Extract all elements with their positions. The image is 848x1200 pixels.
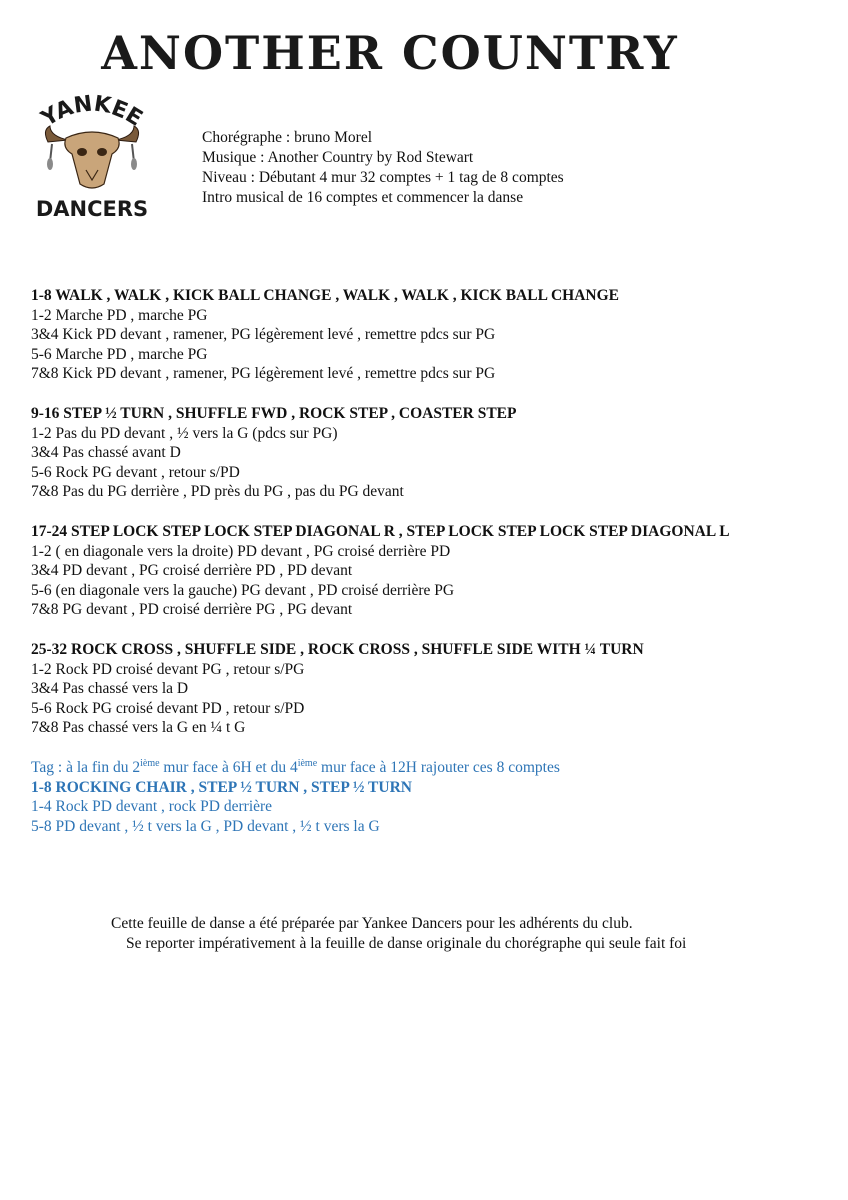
footer-line-1: Cette feuille de danse a été préparée par Yankee Dancers pour les adhérents du club.: [111, 915, 633, 932]
step-line: 7&8 Pas du PG derrière , PD près du PG , pas du PG devant: [31, 483, 404, 501]
choreographer: Chorégraphe : bruno Morel: [202, 129, 373, 146]
step-line: 5-6 (en diagonale vers la gauche) PG devant , PD croisé derrière PG: [31, 581, 455, 599]
step-line: 1-2 ( en diagonale vers la droite) PD devant , PG croisé derrière PD: [31, 542, 451, 560]
section-heading: 1-8 WALK , WALK , KICK BALL CHANGE , WALK , WALK , KICK BALL CHANGE: [31, 287, 619, 304]
section-1-8: [31, 286, 619, 384]
tag-heading: 1-8 ROCKING CHAIR , STEP ½ TURN , STEP ½ TURN: [31, 778, 412, 796]
step-line: 1-2 Marche PD , marche PG: [31, 306, 208, 324]
intro: Intro musical de 16 comptes et commencer la danse: [202, 189, 524, 206]
tag-intro-c: mur face à 12H rajouter ces 8 comptes: [317, 759, 560, 776]
tag-section: [31, 758, 560, 836]
section-17-24: [31, 522, 730, 620]
step-line: 3&4 Kick PD devant , ramener, PG légèrement levé , remettre pdcs sur PG: [31, 326, 496, 344]
tag-intro-b: mur face à 6H et du 4: [159, 759, 298, 776]
bull-skull-logo-icon: [28, 92, 156, 222]
step-line: 7&8 PG devant , PD croisé derrière PG , PG devant: [31, 601, 353, 619]
step-line: 5-6 Marche PD , marche PG: [31, 345, 208, 363]
tag-step-line: 5-8 PD devant , ½ t vers la G , PD devant , ½ t vers la G: [31, 817, 380, 835]
step-line: 7&8 Kick PD devant , ramener, PG légèrement levé , remettre pdcs sur PG: [31, 365, 496, 383]
yankee-dancers-logo: [28, 92, 156, 222]
section-heading: 25-32 ROCK CROSS , SHUFFLE SIDE , ROCK CROSS , SHUFFLE SIDE WITH ¼ TURN: [31, 641, 644, 658]
section-9-16: [31, 404, 516, 502]
logo-top-text: YANKEE: [37, 92, 147, 132]
step-line: 1-2 Rock PD croisé devant PG , retour s/PG: [31, 660, 305, 678]
tag-sup-a: ième: [140, 758, 160, 769]
step-line: 1-2 Pas du PD devant , ½ vers la G (pdcs sur PG): [31, 424, 338, 442]
footer-line-2: Se reporter impérativement à la feuille de danse originale du chorégraphe qui seule fait foi: [126, 935, 687, 952]
tag-step-line: 1-4 Rock PD devant , rock PD derrière: [31, 798, 273, 816]
step-line: 3&4 Pas chassé avant D: [31, 444, 181, 462]
tag-sup-b: ième: [297, 758, 318, 769]
music: Musique : Another Country by Rod Stewart: [202, 149, 474, 166]
step-line: 5-6 Rock PG devant , retour s/PD: [31, 463, 240, 481]
section-heading: 17-24 STEP LOCK STEP LOCK STEP DIAGONAL R , STEP LOCK STEP LOCK STEP DIAGONAL L: [31, 523, 730, 540]
tag-intro-a: Tag : à la fin du 2: [31, 759, 141, 776]
step-line: 7&8 Pas chassé vers la G en ¼ t G: [31, 719, 246, 737]
level: Niveau : Débutant 4 mur 32 comptes + 1 tag de 8 comptes: [202, 169, 564, 186]
section-25-32: [31, 640, 644, 738]
step-line: 3&4 PD devant , PG croisé derrière PD , PD devant: [31, 562, 353, 580]
tag-intro: [31, 758, 560, 778]
logo-bottom-text: DANCERS: [35, 197, 149, 221]
step-line: 3&4 Pas chassé vers la D: [31, 680, 189, 698]
page-title: ANOTHER COUNTRY: [101, 26, 679, 80]
dance-info: [202, 128, 564, 208]
step-line: 5-6 Rock PG croisé devant PD , retour s/PD: [31, 699, 305, 717]
section-heading: 9-16 STEP ½ TURN , SHUFFLE FWD , ROCK STEP , COASTER STEP: [31, 405, 517, 422]
